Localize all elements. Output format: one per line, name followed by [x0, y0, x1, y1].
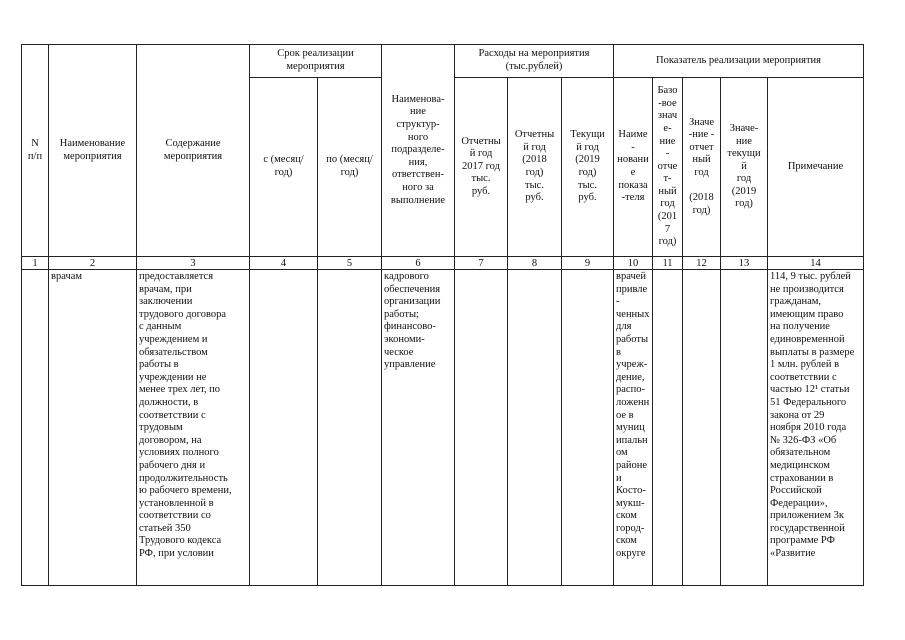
col-number: 3 — [137, 257, 250, 270]
col-number: 8 — [508, 257, 562, 270]
header-current-value: Значе- ние текущи й год (2019 год) — [721, 78, 768, 257]
cell-to — [318, 270, 382, 586]
header-expenses-group: Расходы на мероприятия (тыс.рублей) — [455, 45, 614, 78]
col-number: 6 — [382, 257, 455, 270]
col-number: 2 — [49, 257, 137, 270]
cell-base-value — [653, 270, 683, 586]
col-number: 13 — [721, 257, 768, 270]
header-report-value: Значе -ние - отчет ный год (2018 год) — [683, 78, 721, 257]
header-to: по (месяц/ год) — [318, 78, 382, 257]
col-number: 5 — [318, 257, 382, 270]
col-number: 12 — [683, 257, 721, 270]
col-number: 7 — [455, 257, 508, 270]
plan-table — [21, 44, 864, 586]
cell-2017 — [455, 270, 508, 586]
col-number: 14 — [768, 257, 864, 270]
col-number: 1 — [22, 257, 49, 270]
header-department: Наименова- ние структур- ного подразделе- ния, ответствен- ного за выполнение — [382, 45, 455, 257]
table-row — [22, 270, 864, 586]
cell-2019 — [562, 270, 614, 586]
cell-2018 — [508, 270, 562, 586]
header-term-group: Срок реализации мероприятия — [250, 45, 382, 78]
cell-num — [22, 270, 49, 586]
header-num: N п/п — [22, 45, 49, 257]
cell-name: врачам — [49, 270, 137, 586]
col-number: 9 — [562, 257, 614, 270]
col-number: 4 — [250, 257, 318, 270]
header-base-value: Базо -вое знач е- ние - отче т- ный год (201 7 год) — [653, 78, 683, 257]
col-number: 11 — [653, 257, 683, 270]
column-number-row — [22, 257, 864, 270]
header-indicator-group: Показатель реализации мероприятия — [614, 45, 864, 78]
header-from: с (месяц/ год) — [250, 78, 318, 257]
cell-note: 114, 9 тыс. рублей не производится гражданам, имеющим право на получение единовременной выплаты в размере 1 млн. рублей в соответствии с частью 12¹ статьи 51 Федерального закона от 29 ноября 2010 года № 326-ФЗ «Об обязательном медицинском страховании в Российской Федерации», приложением 3к государственной программе РФ «Развитие — [768, 270, 864, 586]
cell-from — [250, 270, 318, 586]
cell-indicator-name: врачей привле - ченных для работы в учреж- дение, распо- ложенн ое в муниц ипальн ом районе и Косто- мукш- ском город- ском округе — [614, 270, 653, 586]
cell-content: предоставляется врачам, при заключении трудового договора с данным учреждением и обязательством работы в учреждении не менее трех лет, по должности, в соответствии с трудовым договором, на условиях полного рабочего дня и продолжительность ю рабочего времени, установленной в соответствии со статьей 350 Трудового кодекса РФ, при условии — [137, 270, 250, 586]
header-note: Примечание — [768, 78, 864, 257]
cell-department: кадрового обеспечения организации работы; финансово- экономи- ческое управление — [382, 270, 455, 586]
header-name: Наименование мероприятия — [49, 45, 137, 257]
cell-report-value — [683, 270, 721, 586]
header-2019: Текущи й год (2019 год) тыс. руб. — [562, 78, 614, 257]
header-2017: Отчетны й год 2017 год тыс. руб. — [455, 78, 508, 257]
cell-current-value — [721, 270, 768, 586]
header-row-group — [22, 45, 864, 78]
header-2018: Отчетны й год (2018 год) тыс. руб. — [508, 78, 562, 257]
col-number: 10 — [614, 257, 653, 270]
header-indicator-name: Наиме - новани е показа -теля — [614, 78, 653, 257]
header-content: Содержание мероприятия — [137, 45, 250, 257]
